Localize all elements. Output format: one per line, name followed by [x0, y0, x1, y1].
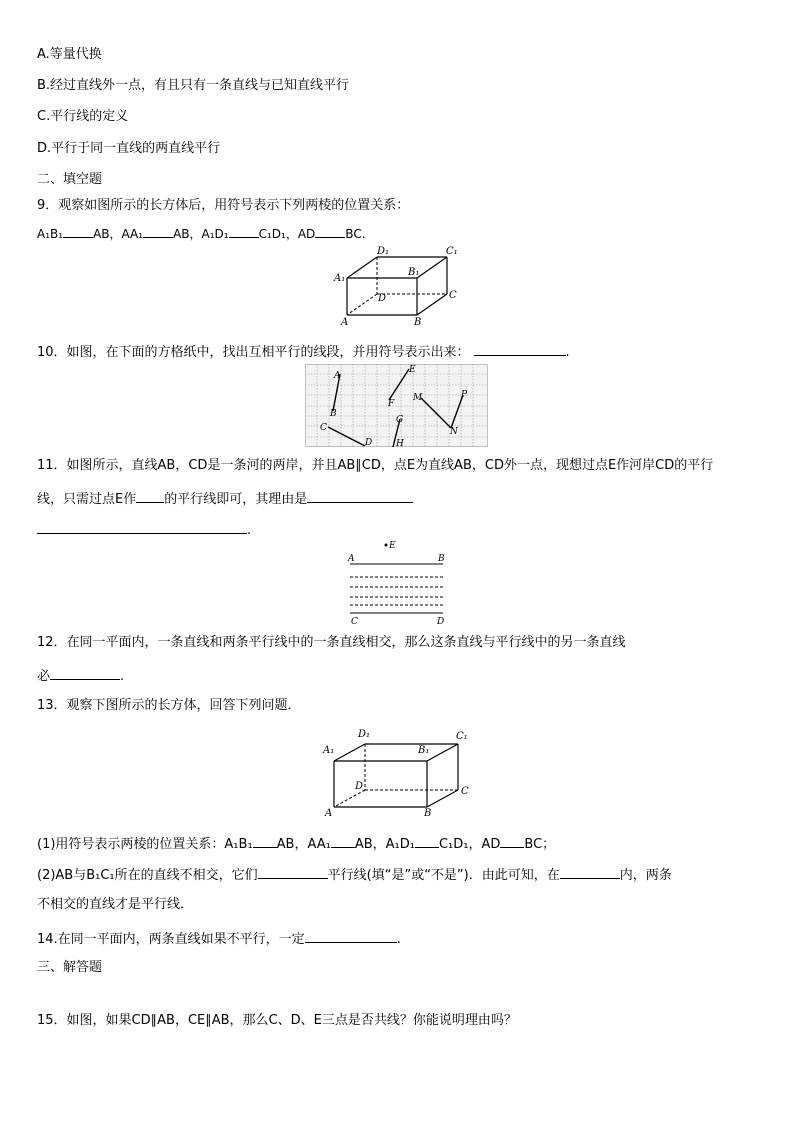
q13-s2-text-c: 内，两条 — [619, 868, 672, 883]
q9-text-ab-a1d1: AB，A₁D₁ — [173, 227, 229, 241]
option-a: A.等量代换 — [37, 47, 102, 62]
q13-label-c1: C₁ — [456, 731, 468, 742]
q11-label-e: E — [389, 541, 396, 551]
q11-point-e — [385, 544, 388, 547]
q12-line2 — [37, 665, 124, 686]
q10-text: 10．如图，在下面的方格纸中，找出互相平行的线段，并用符号表示出来： — [37, 345, 470, 360]
q10-label-e: E — [409, 365, 416, 375]
q14-text: 14.在同一平面内，两条直线如果不平行，一定 — [37, 932, 305, 947]
q12-end: . — [120, 669, 125, 684]
q11-label-b: B — [438, 554, 445, 564]
q9-label-a: A — [341, 317, 349, 328]
section-heading-solve: 三、解答题 — [37, 960, 103, 975]
option-d: D.平行于同一直线的两直线平行 — [37, 141, 221, 156]
q12-line1: 12．在同一平面内，一条直线和两条平行线中的一条直线相交，那么这条直线与平行线中的另一条直线 — [37, 635, 626, 650]
q9-label-b: B — [414, 317, 422, 328]
q11-line1: 11．如图所示，直线AB，CD是一条河的两岸，并且AB∥CD，点E为直线AB，CD外一点，现想过点E作河岸CD的平行 — [37, 458, 714, 473]
q13-s1-blank-1[interactable] — [253, 833, 277, 848]
q9-label-b1: B₁ — [408, 267, 420, 278]
q12-blank[interactable] — [50, 665, 120, 680]
q11-label-a: A — [348, 554, 355, 564]
q9-blank-4[interactable] — [315, 223, 345, 238]
q13-s1-text-e: BC； — [524, 837, 556, 852]
q10-label-g: G — [396, 415, 404, 425]
q10-label-d: D — [365, 438, 373, 448]
q9-cuboid-figure — [330, 243, 465, 328]
q13-s2-text-b: 平行线(填“是”或“不是”)．由此可知，在 — [327, 868, 560, 883]
q9-text-ab-aa1: AB，AA₁ — [93, 227, 144, 241]
q11-label-c: C — [351, 617, 358, 626]
q11-river-figure — [340, 538, 455, 626]
q13-s2-text-a: (2)AB与B₁C₁所在的直线不相交，它们 — [37, 868, 258, 883]
q13-s1-text-c: AB，A₁D₁ — [354, 837, 415, 852]
q10-label-m: M — [413, 393, 423, 403]
q10-label-p: P — [461, 390, 468, 400]
q10-label-n: N — [450, 427, 458, 437]
q13-label-a: A — [325, 808, 333, 819]
q9-label-a1: A₁ — [334, 273, 346, 284]
option-b: B.经过直线外一点，有且只有一条直线与已知直线平行 — [37, 78, 350, 93]
q13-cuboid-figure — [322, 727, 472, 819]
q9-label-c1: C₁ — [446, 246, 458, 257]
q9-prompt: 9．观察如图所示的长方体后，用符号表示下列两棱的位置关系： — [37, 198, 410, 213]
q14-blank[interactable] — [305, 928, 397, 943]
q9-blank-1[interactable] — [63, 223, 93, 238]
section-heading-fill-in: 二、填空题 — [37, 172, 103, 187]
q15-prompt: 15．如图，如果CD∥AB，CE∥AB，那么C、D、E三点是否共线？你能说明理由吗？ — [37, 1013, 517, 1028]
q13-part2-line2: 不相交的直线才是平行线． — [37, 897, 194, 912]
q11-blank-1[interactable] — [136, 488, 164, 503]
q12-text: 必 — [37, 669, 51, 684]
q9-blank-3[interactable] — [229, 223, 259, 238]
q13-label-a1: A₁ — [323, 745, 335, 756]
q13-label-d1: D₁ — [358, 729, 371, 740]
q10-grid-figure — [305, 364, 489, 448]
q11-label-d: D — [437, 617, 445, 626]
option-c: C.平行线的定义 — [37, 109, 129, 124]
q13-s2-blank-1[interactable] — [258, 864, 328, 879]
q13-prompt: 13．观察下图所示的长方体，回答下列问题． — [37, 698, 301, 713]
q10-label-f: F — [388, 399, 395, 409]
q10-label-a: A — [334, 371, 341, 381]
q13-s2-blank-2[interactable] — [560, 864, 620, 879]
q10-label-h: H — [396, 439, 404, 448]
q11-blank-2[interactable] — [307, 488, 413, 503]
q9-text-a1b1: A₁B₁ — [37, 227, 64, 241]
q13-label-b: B — [424, 808, 432, 819]
q14-prompt — [37, 928, 401, 949]
q14-end: . — [396, 932, 401, 947]
q9-text-bc: BC. — [345, 227, 366, 241]
q11-blank-3[interactable] — [37, 519, 247, 534]
q13-label-c: C — [461, 786, 469, 797]
q9-text-c1d1-ad: C₁D₁，AD — [258, 227, 316, 241]
q9-label-d1: D₁ — [377, 246, 390, 257]
q10-label-b: B — [330, 409, 337, 419]
q10-blank[interactable] — [474, 341, 566, 356]
q9-label-d: D — [378, 293, 387, 304]
q9-relations — [37, 223, 366, 243]
q13-s1-text-a: (1)用符号表示两棱的位置关系：A₁B₁ — [37, 837, 253, 852]
q9-label-c: C — [449, 290, 457, 301]
q13-part2 — [37, 864, 672, 885]
q11-end: . — [247, 523, 252, 538]
q13-s1-blank-4[interactable] — [500, 833, 524, 848]
q10-prompt — [37, 341, 570, 362]
q13-label-d: D — [355, 781, 364, 792]
q11-text-a: 线，只需过点E作 — [37, 492, 137, 507]
q13-label-b1: B₁ — [418, 745, 430, 756]
q13-s1-text-d: C₁D₁，AD — [438, 837, 501, 852]
q10-end: . — [565, 345, 570, 360]
q11-line2 — [37, 488, 413, 509]
q10-label-c: C — [320, 423, 327, 433]
q9-blank-2[interactable] — [143, 223, 173, 238]
q11-line3 — [37, 519, 251, 540]
q13-part1 — [37, 833, 555, 854]
q13-s1-text-b: AB，AA₁ — [276, 837, 331, 852]
q13-s1-blank-2[interactable] — [331, 833, 355, 848]
q11-text-b: 的平行线即可，其理由是 — [164, 492, 308, 507]
q13-s1-blank-3[interactable] — [415, 833, 439, 848]
